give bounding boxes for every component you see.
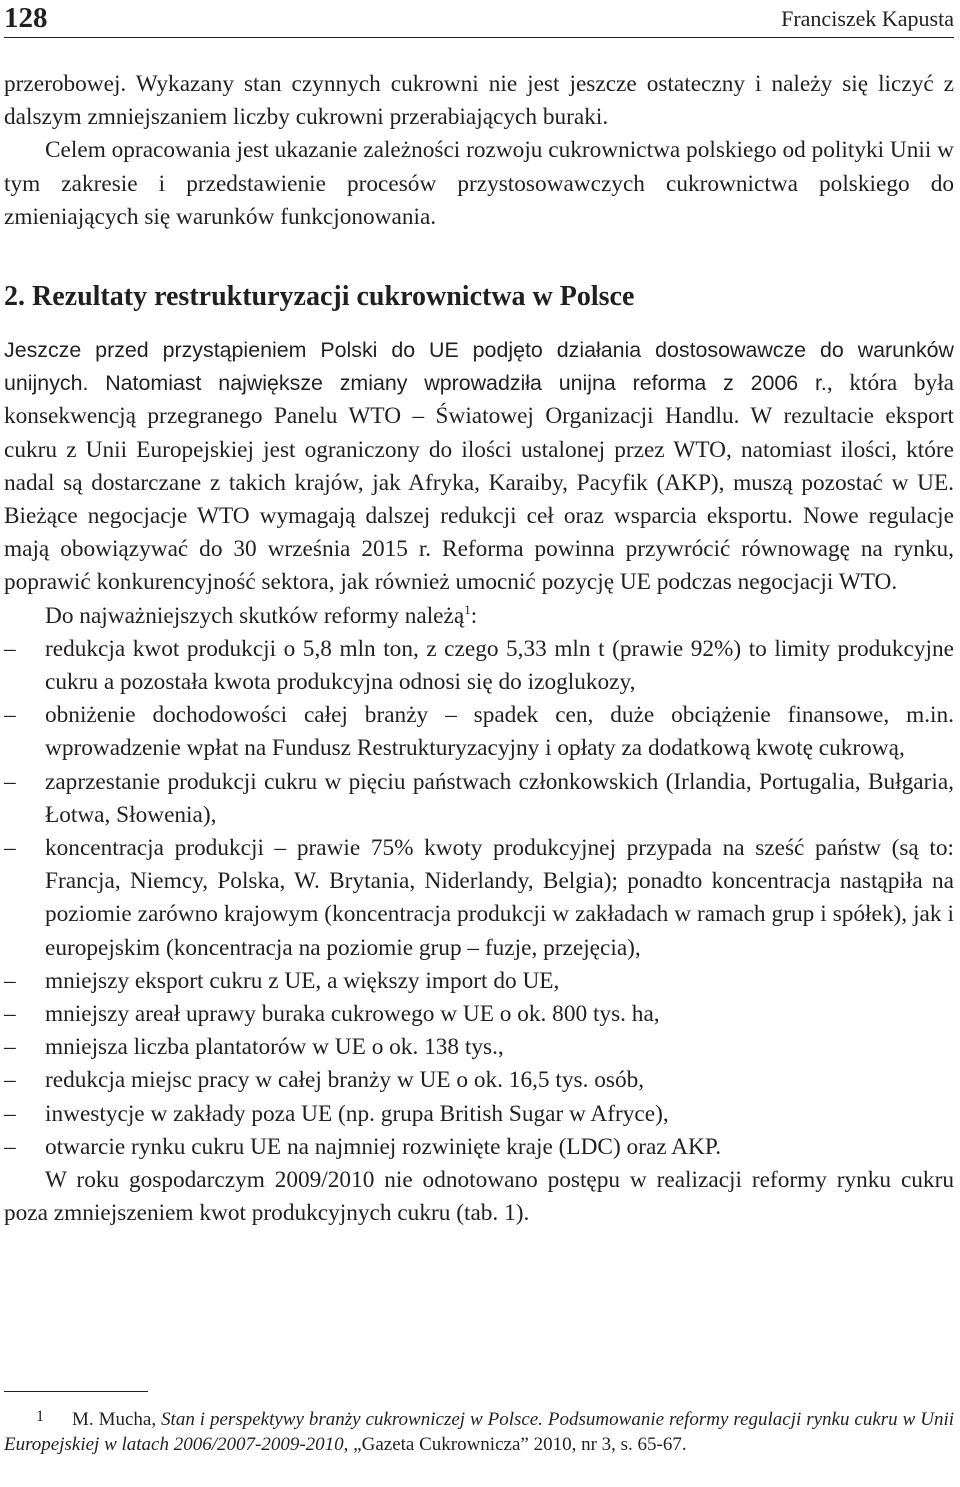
list-item [4, 1131, 954, 1164]
paragraph-aim: Celem opracowania jest ukazanie zależności rozwoju cukrownictwa polskiego od polityki Unii w tym zakresie i przedstawienie procesów przystosowawczych cukrownictwa polskiego do zmieniających się warunków funkcjonowania. [4, 137, 954, 230]
list-item-text: koncentracja produkcji – prawie 75% kwoty produkcyjnej przypada na sześć państw (są to: Francja, Niemcy, Polska, W. Brytania, Niderlandy, Belgia); ponadto koncentracja nastąpiła na poziomie zarówno krajowym (koncentracja produkcji w zakładach w ramach grup i spółek), jak i europejskim (koncentracja na poziomie grup – fuzje, przejęcia), [45, 835, 954, 961]
list-item [4, 832, 954, 965]
effects-intro-text: Do najważniejszych skutków reformy należą [45, 602, 465, 629]
list-item [4, 766, 954, 832]
dash-marker: – [4, 1034, 16, 1061]
dash-marker: – [4, 1133, 16, 1160]
paragraph-reform-rest: , która była konsekwencją przegranego Panelu WTO – Światowej Organizacji Handlu. W rezultacie eksport cukru z Unii Europejskiej jest ograniczony do ilości ustalonej przez WTO, natomiast ilości, które nadal są dostarczane z takich krajów, jak Afryka, Karaiby, Pacyfik (AKP), muszą pozostać w UE. Bieżące negocjacje WTO wymagają dalszej redukcji ceł oraz wsparcia eksportu. Nowe regulacje mają obowiązywać do 30 września 2015 r. Reforma powinna przywrócić równowagę na rynku, poprawić konkurencyjność sektora, jak również umocnić pozycję UE podczas negocjacji WTO. [4, 370, 955, 596]
list-item-text: inwestycje w zakłady poza UE (np. grupa British Sugar w Afryce), [45, 1100, 669, 1127]
dash-marker: – [4, 835, 16, 862]
list-item [4, 998, 954, 1031]
footnote-title: Stan i perspektywy branży cukrowniczej w Polsce. Podsumowanie reformy regulacji rynku cukru w Unii Europejskiej w latach 2006/2007-2009-2010 [4, 1409, 955, 1455]
effects-list [4, 633, 954, 1164]
footnote [4, 1404, 954, 1457]
running-header [4, 0, 954, 38]
list-item-text: otwarcie rynku cukru UE na najmniej rozwinięte kraje (LDC) oraz AKP. [45, 1133, 722, 1160]
body-text [4, 68, 954, 1231]
list-item [4, 1031, 954, 1064]
list-item-text: zaprzestanie produkcji cukru w pięciu państwach członkowskich (Irlandia, Portugalia, Bułgaria, Łotwa, Słowenia), [45, 768, 954, 828]
footnote-source: , „Gazeta Cukrownicza” 2010, nr 3, s. 65-67. [343, 1434, 687, 1455]
list-item-text: mniejszy eksport cukru z UE, a większy import do UE, [45, 967, 560, 994]
dash-marker: – [4, 1100, 16, 1127]
paragraph-closing: W roku gospodarczym 2009/2010 nie odnotowano postępu w realizacji reformy rynku cukru poza zmniejszeniem kwot produkcyjnych cukru (tab. 1). [4, 1167, 954, 1227]
list-item-text: obniżenie dochodowości całej branży – spadek cen, duże obciążenie finansowe, m.in. wprowadzenie wpłat na Fundusz Restrukturyzacyjny i opłaty za dodatkową kwotę cukrową, [45, 702, 954, 762]
dash-marker: – [4, 768, 16, 795]
list-item-text: redukcja miejsc pracy w całej branży w UE o ok. 16,5 tys. osób, [45, 1067, 645, 1094]
dash-marker: – [4, 1067, 16, 1094]
page-number: 128 [4, 2, 48, 34]
list-item [4, 1064, 954, 1097]
dash-marker: – [4, 1001, 16, 1028]
running-header-author: Franciszek Kapusta [781, 6, 954, 31]
dash-marker: – [4, 635, 16, 662]
footnote-number-wrap [4, 1409, 72, 1430]
list-item [4, 633, 954, 699]
dash-marker: – [4, 967, 16, 994]
footnote-number: 1 [36, 1408, 44, 1425]
list-item [4, 1098, 954, 1131]
footnote-separator [4, 1391, 148, 1392]
list-item [4, 699, 954, 765]
list-item-text: mniejsza liczba plantatorów w UE o ok. 138 tys., [45, 1034, 504, 1061]
effects-intro [4, 600, 954, 633]
list-item-text: mniejszy areał uprawy buraka cukrowego w UE o ok. 800 tys. ha, [45, 1001, 660, 1028]
dash-marker: – [4, 702, 16, 729]
footnote-author: M. Mucha, [72, 1409, 162, 1430]
effects-intro-colon: : [470, 602, 478, 629]
section-heading: 2. Rezultaty restrukturyzacji cukrownictwa w Polsce [4, 281, 635, 313]
paragraph-reform-lead: Jeszcze przed przystąpieniem Polski do UE podjęto działania dostosowawcze do warunków unijnych. Natomiast największe zmiany wprowadziła unijna reforma z 2006 r. [4, 338, 954, 396]
list-item [4, 965, 954, 998]
list-item-text: redukcja kwot produkcji o 5,8 mln ton, z czego 5,33 mln t (prawie 92%) to limity produkcyjne cukru a pozostała kwota produkcyjna odnosi się do izoglukozy, [45, 635, 954, 696]
paragraph-reform [4, 334, 954, 600]
paragraph-continued: przerobowej. Wykazany stan czynnych cukrowni nie jest jeszcze ostateczny i należy się liczyć z dalszym zmniejszaniem liczby cukrowni przerabiających buraki. [4, 71, 954, 131]
footnote-ref: 1 [464, 601, 471, 617]
